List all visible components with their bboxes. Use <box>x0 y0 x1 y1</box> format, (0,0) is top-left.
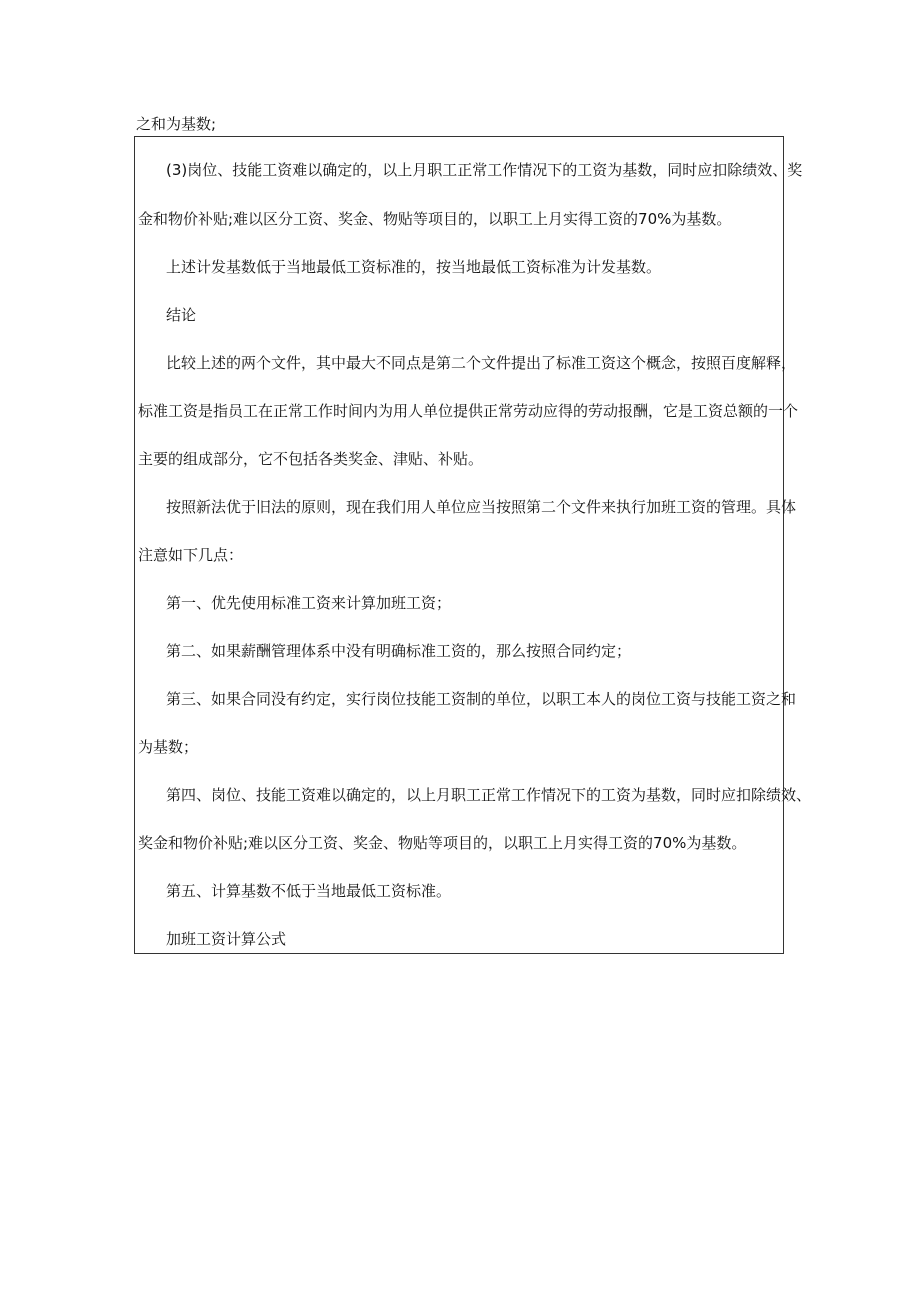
paragraph-line: 上述计发基数低于当地最低工资标准的，按当地最低工资标准为计发基数。 <box>166 258 662 276</box>
paragraph-line: 按照新法优于旧法的原则，现在我们用人单位应当按照第二个文件来执行加班工资的管理。具体 <box>166 498 797 516</box>
list-item: 第二、如果薪酬管理体系中没有明确标准工资的，那么按照合同约定； <box>166 642 632 660</box>
section-heading: 加班工资计算公式 <box>166 930 287 948</box>
paragraph-line: 主要的组成部分，它不包括各类奖金、津贴、补贴。 <box>138 450 484 468</box>
paragraph-line: 标准工资是指员工在正常工作时间内为用人单位提供正常劳动应得的劳动报酬，它是工资总额的一个 <box>138 402 799 420</box>
paragraph-line: 注意如下几点： <box>138 546 244 564</box>
paragraph-line: 比较上述的两个文件，其中最大不同点是第二个文件提出了标准工资这个概念，按照百度解释， <box>166 354 797 372</box>
list-item: 第一、优先使用标准工资来计算加班工资； <box>166 594 452 612</box>
list-item: 第三、如果合同没有约定，实行岗位技能工资制的单位，以职工本人的岗位工资与技能工资之和 <box>166 690 797 708</box>
section-heading: 结论 <box>166 306 197 324</box>
list-item-continuation: 为基数； <box>138 738 199 756</box>
paragraph-line: 金和物价补贴;难以区分工资、奖金、物贴等项目的，以职工上月实得工资的70%为基数。 <box>138 210 732 228</box>
content-box <box>134 136 812 954</box>
continued-text-fragment: 之和为基数; <box>136 115 217 133</box>
list-item: 第四、岗位、技能工资难以确定的，以上月职工正常工作情况下的工资为基数，同时应扣除绩效、 <box>166 786 812 804</box>
list-item: 第五、计算基数不低于当地最低工资标准。 <box>166 882 452 900</box>
paragraph-line: (3)岗位、技能工资难以确定的，以上月职工正常工作情况下的工资为基数，同时应扣除绩效、奖 <box>166 161 803 179</box>
list-item-continuation: 奖金和物价补贴;难以区分工资、奖金、物贴等项目的，以职工上月实得工资的70%为基数。 <box>138 834 747 852</box>
